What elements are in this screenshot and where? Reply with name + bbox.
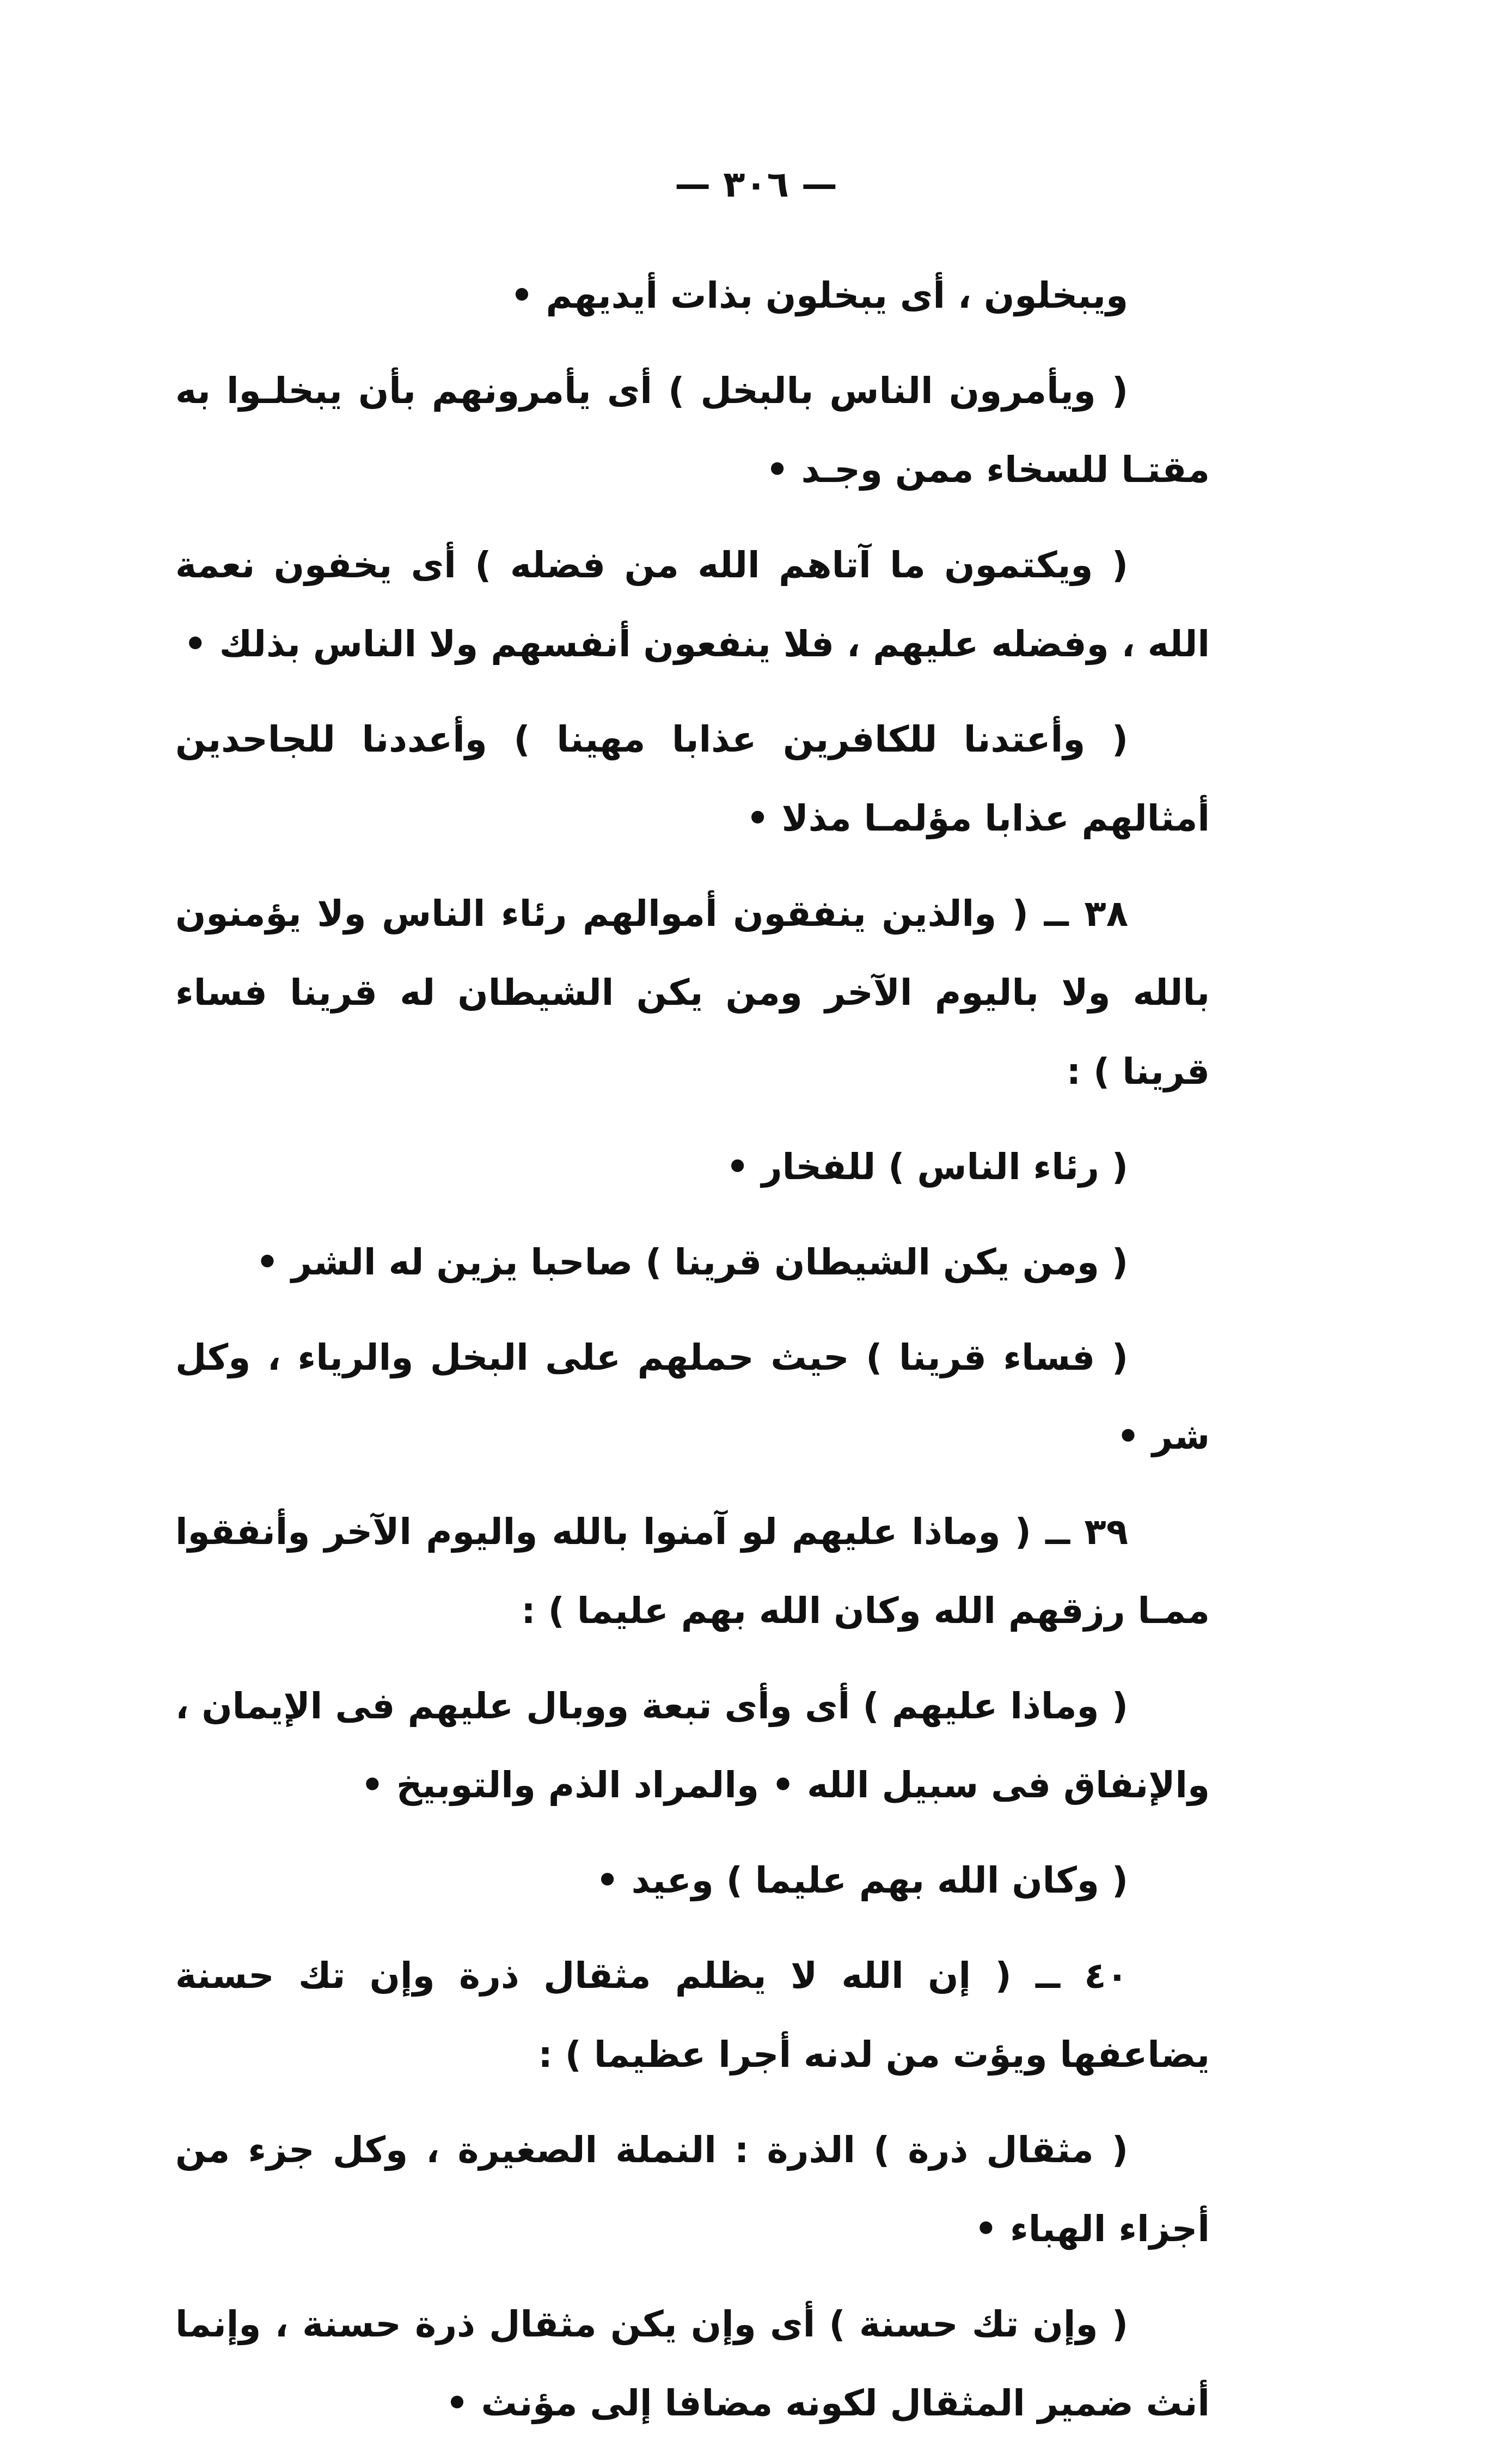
paragraph: ٣٩ ــ ( وماذا عليهم لو آمنوا بالله واليوم الآخر وأنفقوا ممـا رزقهم الله وكان الله بهم عليما ) : <box>175 1511 1210 1632</box>
paragraph: ( رئاء الناس ) للفخار • <box>726 1146 1128 1188</box>
paragraph: ٣٨ ــ ( والذين ينفقون أموالهم رئاء الناس ولا يؤمنون بالله ولا باليوم الآخر ومن يكن الشيطان له قرينا فساء قرينا ) : <box>175 893 1210 1093</box>
paragraph: ٤٠ ــ ( إن الله لا يظلم مثقال ذرة وإن تك حسنة يضاعفها ويؤت من لدنه أجرا عظيما ) : <box>175 1955 1210 2076</box>
page-number: — ٣٠٦ — <box>675 163 837 205</box>
paragraph: ( وماذا عليهم ) أى وأى تبعة ووبال عليهم فى الإيمان ، والإنفاق فى سبيل الله • والمراد الذم والتوبيخ • <box>175 1685 1210 1806</box>
paragraph: ( وإن تك حسنة ) أى وإن يكن مثقال ذرة حسنة ، وإنما أنث ضمير المثقال لكونه مضافا إلى مؤنث • <box>175 2303 1210 2424</box>
paragraph: ( مثقال ذرة ) الذرة : النملة الصغيرة ، وكل جزء من أجزاء الهباء • <box>175 2129 1210 2250</box>
paragraph: ( وكان الله بهم عليما ) وعيد • <box>596 1859 1128 1901</box>
paragraph: ( فساء قرينا ) حيث حملهم على البخل والرياء ، وكل شر • <box>175 1337 1210 1457</box>
body-text <box>175 256 1210 2459</box>
paragraph: ( ويكتمون ما آتاهم الله من فضله ) أى يخفون نعمة الله ، وفضله عليهم ، فلا ينفعون أنفسهم ولا الناس بذلك • <box>175 544 1210 665</box>
paragraph: ( وأعتدنا للكافرين عذابا مهينا ) وأعددنا للجاحدين أمثالهم عذابا مؤلمـا مذلا • <box>175 718 1210 839</box>
paragraph: ( ويأمرون الناس بالبخل ) أى يأمرونهم بأن يبخلـوا به مقتـا للسخاء ممن وجـد • <box>175 370 1210 491</box>
paragraph: ( ومن يكن الشيطان قرينا ) صاحبا يزين له الشر • <box>255 1241 1128 1283</box>
paragraph: ويبخلون ، أى يبخلون بذات أيديهم • <box>510 274 1128 316</box>
